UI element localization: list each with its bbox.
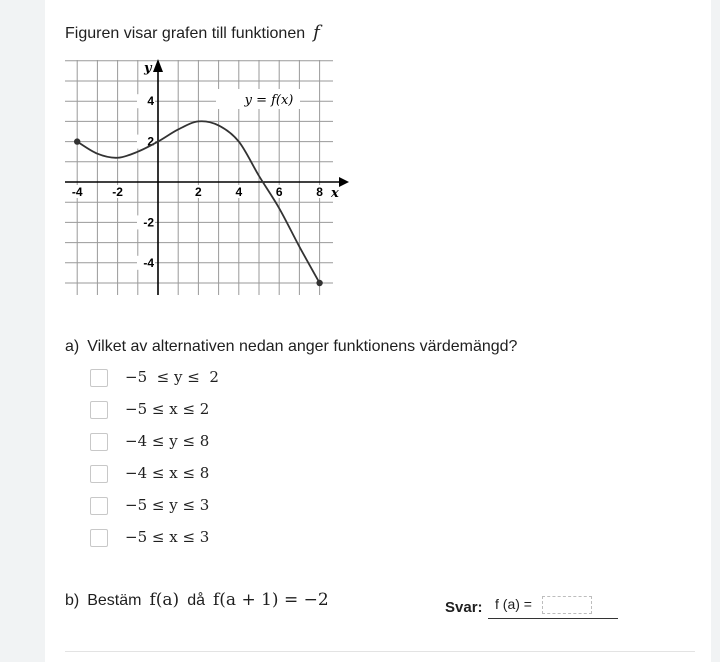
answer-prefix: f (a) = bbox=[495, 596, 532, 612]
question-a-text: Vilket av alternativen nedan anger funktionens värdemängd? bbox=[87, 338, 518, 355]
x-tick-label: -4 bbox=[71, 185, 83, 199]
question-a-label: a) bbox=[65, 338, 80, 355]
question-card bbox=[45, 0, 711, 662]
option-6[interactable] bbox=[90, 527, 210, 549]
x-tick-label: 6 bbox=[275, 185, 283, 199]
intro-sentence: Figuren visar grafen till funktionen bbox=[65, 25, 306, 42]
x-tick-label: -2 bbox=[112, 185, 123, 199]
y-axis-label: y bbox=[144, 61, 152, 76]
option-3[interactable] bbox=[90, 431, 210, 453]
curve-label: y = f(x) bbox=[244, 93, 294, 108]
question-b-mid: då bbox=[187, 592, 205, 609]
y-tick-label: 4 bbox=[147, 94, 154, 109]
option-label: −5 ≤ x ≤ 2 bbox=[125, 400, 210, 418]
question-b-expr1: f(a) bbox=[149, 590, 180, 610]
intro-text bbox=[65, 22, 320, 43]
question-b-text: Bestäm bbox=[87, 592, 142, 609]
y-tick-label: -2 bbox=[143, 215, 154, 230]
x-tick-label: 4 bbox=[235, 185, 243, 199]
x-axis-arrow bbox=[339, 177, 349, 187]
option-label: −5 ≤ y ≤ 2 bbox=[125, 368, 219, 386]
option-checkbox[interactable] bbox=[90, 497, 108, 515]
option-checkbox[interactable] bbox=[90, 401, 108, 419]
y-tick-label: -4 bbox=[143, 255, 154, 270]
option-5[interactable] bbox=[90, 495, 210, 517]
x-tick-label: 8 bbox=[316, 185, 323, 199]
option-checkbox[interactable] bbox=[90, 369, 108, 387]
question-b-expr2: f(a + 1) = −2 bbox=[212, 590, 329, 610]
curve-endpoint bbox=[316, 280, 322, 286]
answer-heading: Svar: bbox=[445, 599, 483, 616]
question-a bbox=[65, 338, 517, 356]
answer-underline bbox=[488, 618, 618, 619]
question-b bbox=[65, 590, 329, 610]
option-checkbox[interactable] bbox=[90, 529, 108, 547]
option-4[interactable] bbox=[90, 463, 210, 485]
option-label: −4 ≤ y ≤ 8 bbox=[125, 432, 210, 450]
intro-function-name: f bbox=[313, 22, 320, 43]
y-tick-label: 2 bbox=[147, 134, 154, 149]
answer-input[interactable] bbox=[542, 596, 592, 614]
divider bbox=[65, 651, 695, 652]
function-graph bbox=[65, 55, 365, 305]
option-checkbox[interactable] bbox=[90, 465, 108, 483]
option-label: −5 ≤ x ≤ 3 bbox=[125, 528, 210, 546]
curve-endpoint bbox=[74, 138, 80, 144]
option-2[interactable] bbox=[90, 399, 210, 421]
x-axis-label: x bbox=[331, 186, 339, 201]
option-label: −4 ≤ x ≤ 8 bbox=[125, 464, 210, 482]
x-tick-label: 2 bbox=[195, 185, 202, 199]
option-checkbox[interactable] bbox=[90, 433, 108, 451]
option-1[interactable] bbox=[90, 367, 219, 389]
question-b-label: b) bbox=[65, 592, 80, 609]
option-label: −5 ≤ y ≤ 3 bbox=[125, 496, 210, 514]
